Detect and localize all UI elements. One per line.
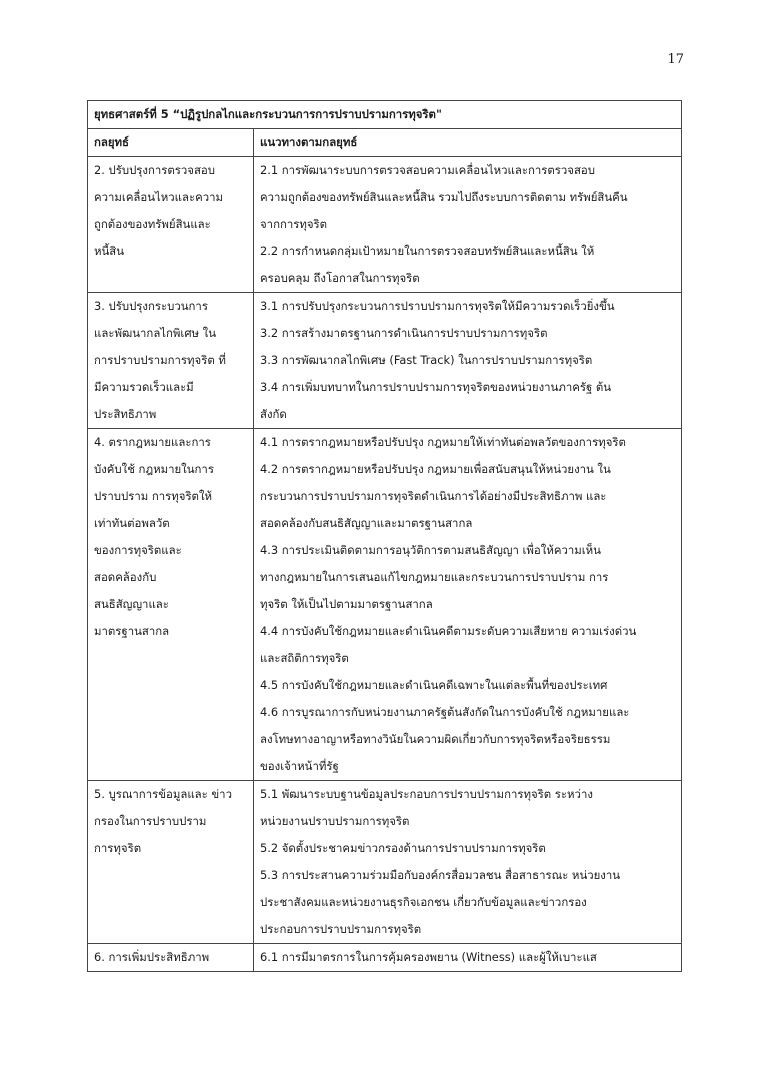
page-number: 17	[667, 52, 684, 67]
approach-line: 4.4 การบังคับใช้กฎหมายและดำเนินคดีตามระดับความเสียหาย ความเร่งด่วน	[260, 624, 637, 638]
approach-line: ครอบคลุม ถึงโอกาสในการทุจริต	[260, 271, 420, 285]
column-header-approach: แนวทางตามกลยุทธ์	[254, 129, 682, 157]
approach-line: ของเจ้าหน้าที่รัฐ	[260, 759, 339, 773]
strategy-line: 4. ตรากฎหมายและการ	[94, 435, 211, 449]
approach-line: 3.2 การสร้างมาตรฐานการดำเนินการปราบปรามการทุจริต	[260, 326, 548, 340]
strategy-line: หนี้สิน	[94, 244, 125, 258]
strategy-line: 6. การเพิ่มประสิทธิภาพ	[94, 950, 210, 964]
strategy-line: เท่าทันต่อพลวัต	[94, 516, 170, 530]
approach-line: สังกัด	[260, 407, 287, 421]
strategy-line: การปราบปรามการทุจริต ที่	[94, 353, 226, 367]
strategy-line: สอดคล้องกับ	[94, 570, 157, 584]
approach-line: 4.1 การตรากฎหมายหรือปรับปรุง กฎหมายให้เท่าทันต่อพลวัตของการทุจริต	[260, 435, 626, 449]
approach-line: 4.5 การบังคับใช้กฎหมายและดำเนินคดีเฉพาะในแต่ละพื้นที่ของประเทศ	[260, 678, 608, 692]
table-row	[88, 293, 682, 429]
table-header-row	[88, 129, 682, 157]
approach-line: และสถิติการทุจริต	[260, 651, 349, 665]
strategy-cell	[88, 293, 254, 429]
strategy-line: บังคับใช้ กฎหมายในการ	[94, 462, 214, 476]
strategy-line: มาตรฐานสากล	[94, 624, 170, 638]
approach-line: ลงโทษทางอาญาหรือทางวินัยในความผิดเกี่ยวกับการทุจริตหรือจริยธรรม	[260, 732, 611, 746]
table-row	[88, 944, 682, 972]
approach-line: 4.3 การประเมินติดตามการอนุวัติการตามสนธิสัญญา เพื่อให้ความเห็น	[260, 543, 601, 557]
approach-line: 3.4 การเพิ่มบทบาทในการปราบปรามการทุจริตของหน่วยงานภาครัฐ ต้น	[260, 380, 612, 394]
approach-cell	[254, 944, 682, 972]
approach-line: 6.1 การมีมาตรการในการคุ้มครองพยาน (Witness) และผู้ให้เบาะแส	[260, 950, 597, 964]
strategy-line: มีความรวดเร็วและมี	[94, 380, 194, 394]
approach-line: 4.6 การบูรณาการกับหน่วยงานภาครัฐต้นสังกัดในการบังคับใช้ กฎหมายและ	[260, 705, 630, 719]
approach-line: 2.2 การกำหนดกลุ่มเป้าหมายในการตรวจสอบทรัพย์สินและหนี้สิน ให้	[260, 244, 595, 258]
approach-line: 4.2 การตรากฎหมายหรือปรับปรุง กฎหมายเพื่อสนับสนุนให้หน่วยงาน ใน	[260, 462, 611, 476]
strategy-line: ปราบปราม การทุจริตให้	[94, 489, 213, 503]
table-row	[88, 429, 682, 781]
strategy-cell	[88, 944, 254, 972]
approach-cell	[254, 293, 682, 429]
column-header-strategy: กลยุทธ์	[88, 129, 254, 157]
strategy-line: ถูกต้องของทรัพย์สินและ	[94, 217, 211, 231]
approach-line: 3.1 การปรับปรุงกระบวนการปราบปรามการทุจริตให้มีความรวดเร็วยิ่งขึ้น	[260, 299, 615, 313]
strategy-line: 3. ปรับปรุงกระบวนการ	[94, 299, 208, 313]
approach-line: จากการทุจริต	[260, 217, 328, 231]
approach-line: ทุจริต ให้เป็นไปตามมาตรฐานสากล	[260, 597, 433, 611]
strategy-line: กรองในการปราบปราม	[94, 814, 207, 828]
approach-line: 5.2 จัดตั้งประชาคมข่าวกรองด้านการปราบปรามการทุจริต	[260, 841, 546, 855]
approach-cell	[254, 781, 682, 944]
strategy-cell	[88, 429, 254, 781]
approach-line: ประกอบการปราบปรามการทุจริต	[260, 922, 422, 936]
strategy-table	[87, 100, 682, 972]
approach-cell	[254, 157, 682, 293]
strategy-line: 5. บูรณาการข้อมูลและ ข่าว	[94, 787, 232, 801]
strategy-line: ความเคลื่อนไหวและความ	[94, 190, 224, 204]
approach-line: สอดคล้องกับสนธิสัญญาและมาตรฐานสากล	[260, 516, 473, 530]
strategy-line: สนธิสัญญาและ	[94, 597, 169, 611]
approach-line: 3.3 การพัฒนากลไกพิเศษ (Fast Track) ในการปราบปรามการทุจริต	[260, 353, 593, 367]
table-title-row	[88, 101, 682, 129]
approach-line: 2.1 การพัฒนาระบบการตรวจสอบความเคลื่อนไหวและการตรวจสอบ	[260, 163, 595, 177]
approach-line: ประชาสังคมและหน่วยงานธุรกิจเอกชน เกี่ยวกับข้อมูลและข่าวกรอง	[260, 895, 587, 909]
table-row	[88, 781, 682, 944]
approach-line: หน่วยงานปราบปรามการทุจริต	[260, 814, 410, 828]
approach-line: ทางกฎหมายในการเสนอแก้ไขกฎหมายและกระบวนการปราบปราม การ	[260, 570, 609, 584]
table-row	[88, 157, 682, 293]
table-title: ยุทธศาสตร์ที่ 5 “ปฏิรูปกลไกและกระบวนการการปราบปรามการทุจริต"	[88, 101, 682, 129]
strategy-line: ของการทุจริตและ	[94, 543, 182, 557]
strategy-line: การทุจริต	[94, 841, 142, 855]
strategy-line: 2. ปรับปรุงการตรวจสอบ	[94, 163, 215, 177]
approach-line: 5.1 พัฒนาระบบฐานข้อมูลประกอบการปราบปรามการทุจริต ระหว่าง	[260, 787, 593, 801]
strategy-line: และพัฒนากลไกพิเศษ ใน	[94, 326, 217, 340]
approach-line: กระบวนการปราบปรามการทุจริตดำเนินการได้อย่างมีประสิทธิภาพ และ	[260, 489, 607, 503]
approach-line: ความถูกต้องของทรัพย์สินและหนี้สิน รวมไปถึงระบบการติดตาม ทรัพย์สินคืน	[260, 190, 628, 204]
strategy-cell	[88, 157, 254, 293]
strategy-line: ประสิทธิภาพ	[94, 407, 157, 421]
approach-cell	[254, 429, 682, 781]
approach-line: 5.3 การประสานความร่วมมือกับองค์กรสื่อมวลชน สื่อสาธารณะ หน่วยงาน	[260, 868, 621, 882]
strategy-cell	[88, 781, 254, 944]
